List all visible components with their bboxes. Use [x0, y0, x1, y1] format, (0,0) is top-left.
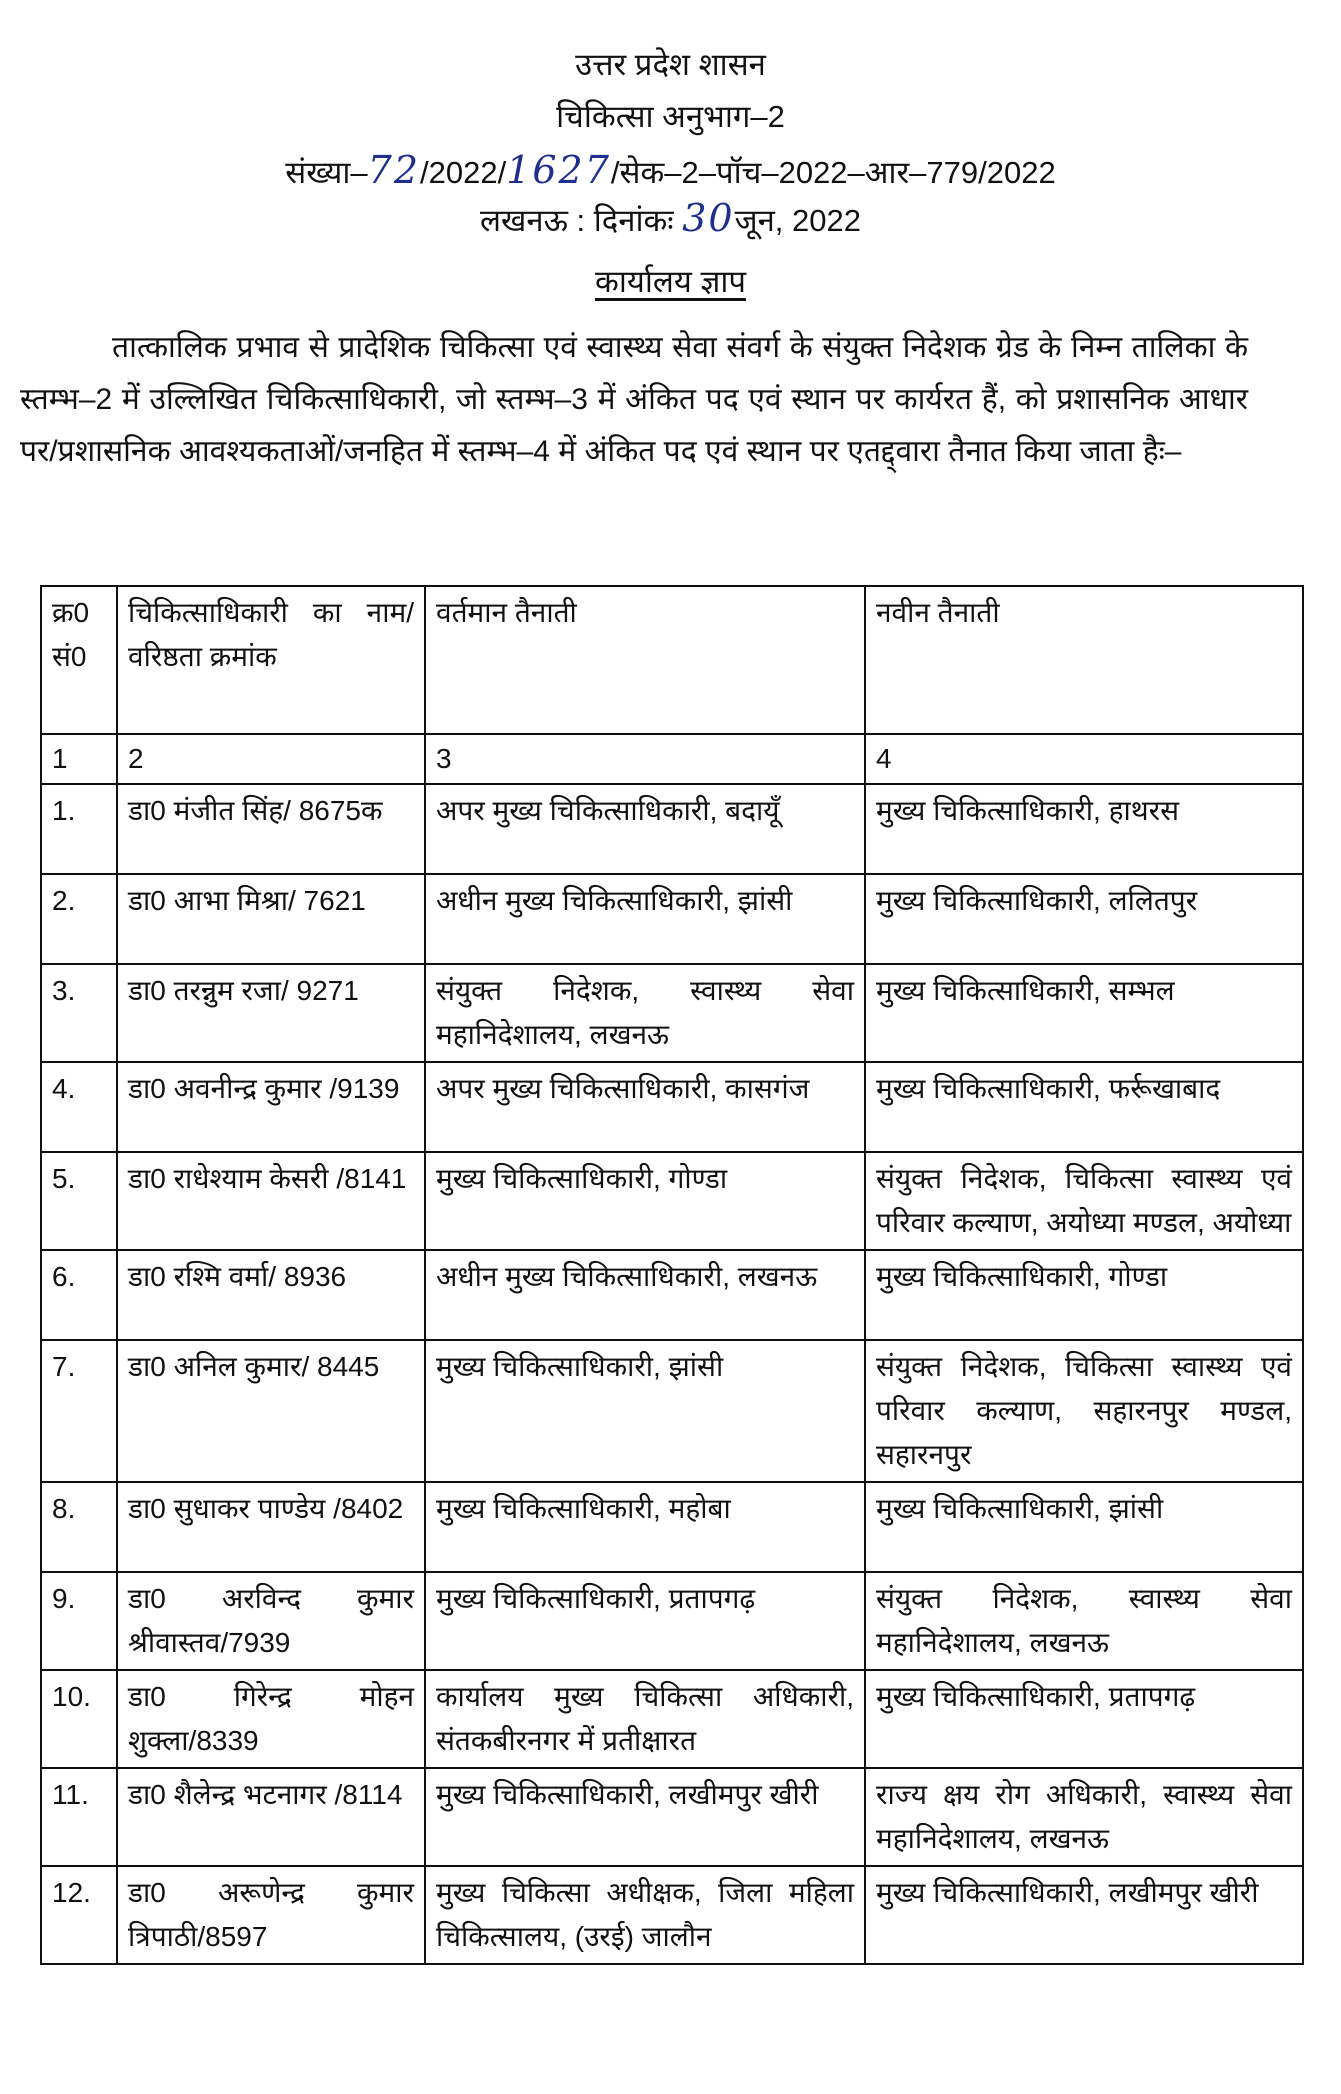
new-posting-cell: मुख्य चिकित्साधिकारी, प्रतापगढ़ [865, 1670, 1303, 1768]
ref-suffix: /सेक–2–पॉच–2022–आर–779/2022 [610, 155, 1056, 190]
date-suffix: जून, 2022 [734, 203, 861, 238]
serial-cell: 2. [41, 874, 117, 964]
serial-cell: 6. [41, 1250, 117, 1340]
current-posting-cell: मुख्य चिकित्साधिकारी, लखीमपुर खीरी [425, 1768, 865, 1866]
handwritten-ref-1: 72 [367, 148, 420, 192]
serial-cell: 3. [41, 964, 117, 1062]
memo-title-wrap [0, 260, 1341, 302]
handwritten-ref-2: 1627 [506, 148, 611, 192]
table-row [41, 874, 1303, 964]
serial-cell: 5. [41, 1152, 117, 1250]
header-officer-name: चिकित्साधिकारी का नाम/वरिष्ठता क्रमांक [117, 586, 425, 734]
officer-name-cell: डा0 तरन्नुम रजा/ 9271 [117, 964, 425, 1062]
officer-name-cell: डा0 सुधाकर पाण्डेय /8402 [117, 1482, 425, 1572]
department-section: चिकित्सा अनुभाग–2 [556, 99, 785, 134]
new-posting-cell: मुख्य चिकित्साधिकारी, फर्रूखाबाद [865, 1062, 1303, 1152]
officer-name-cell: डा0 रश्मि वर्मा/ 8936 [117, 1250, 425, 1340]
table-row [41, 1670, 1303, 1768]
officer-name-cell: डा0 मंजीत सिंह/ 8675क [117, 784, 425, 874]
handwritten-date-day: 30 [682, 196, 735, 240]
officer-name-cell: डा0 अरूणेन्द्र कुमार त्रिपाठी/8597 [117, 1866, 425, 1964]
column-number: 1 [41, 734, 117, 784]
current-posting-cell: मुख्य चिकित्साधिकारी, झांसी [425, 1340, 865, 1482]
serial-cell: 12. [41, 1866, 117, 1964]
serial-cell: 7. [41, 1340, 117, 1482]
officer-name-cell: डा0 आभा मिश्रा/ 7621 [117, 874, 425, 964]
serial-cell: 4. [41, 1062, 117, 1152]
new-posting-cell: मुख्य चिकित्साधिकारी, लखीमपुर खीरी [865, 1866, 1303, 1964]
current-posting-cell: कार्यालय मुख्य चिकित्सा अधिकारी, संतकबीरनगर में प्रतीक्षारत [425, 1670, 865, 1768]
table-header-row [41, 586, 1303, 734]
table-row [41, 1062, 1303, 1152]
officer-name-cell: डा0 राधेश्याम केसरी /8141 [117, 1152, 425, 1250]
current-posting-cell: मुख्य चिकित्सा अधीक्षक, जिला महिला चिकित्सालय, (उरई) जालौन [425, 1866, 865, 1964]
officer-name-cell: डा0 अरविन्द कुमार श्रीवास्तव/7939 [117, 1572, 425, 1670]
header-current-posting: वर्तमान तैनाती [425, 586, 865, 734]
government-name: उत्तर प्रदेश शासन [575, 47, 766, 82]
table-row [41, 1250, 1303, 1340]
date-prefix: लखनऊ : दिनांकः [480, 203, 674, 238]
column-number: 3 [425, 734, 865, 784]
officer-name-cell: डा0 गिरेन्द्र मोहन शुक्ला/8339 [117, 1670, 425, 1768]
table-row [41, 1340, 1303, 1482]
new-posting-cell: मुख्य चिकित्साधिकारी, झांसी [865, 1482, 1303, 1572]
table-row [41, 1572, 1303, 1670]
new-posting-cell: मुख्य चिकित्साधिकारी, गोण्डा [865, 1250, 1303, 1340]
officer-name-cell: डा0 अवनीन्द्र कुमार /9139 [117, 1062, 425, 1152]
place-date [0, 196, 1341, 242]
new-posting-cell: संयुक्त निदेशक, चिकित्सा स्वास्थ्य एवं परिवार कल्याण, सहारनपुर मण्डल, सहारनपुर [865, 1340, 1303, 1482]
table-row [41, 784, 1303, 874]
current-posting-cell: अधीन मुख्य चिकित्साधिकारी, लखनऊ [425, 1250, 865, 1340]
new-posting-cell: मुख्य चिकित्साधिकारी, ललितपुर [865, 874, 1303, 964]
memo-title: कार्यालय ज्ञाप [595, 264, 746, 299]
column-number-row [41, 734, 1303, 784]
ref-prefix: संख्या– [285, 155, 368, 190]
reference-number [0, 148, 1341, 194]
table-row [41, 1768, 1303, 1866]
officer-name-cell: डा0 शैलेन्द्र भटनागर /8114 [117, 1768, 425, 1866]
officer-name-cell: डा0 अनिल कुमार/ 8445 [117, 1340, 425, 1482]
table-row [41, 1866, 1303, 1964]
current-posting-cell: मुख्य चिकित्साधिकारी, प्रतापगढ़ [425, 1572, 865, 1670]
serial-cell: 1. [41, 784, 117, 874]
current-posting-cell: अपर मुख्य चिकित्साधिकारी, बदायूँ [425, 784, 865, 874]
ref-mid: /2022/ [420, 155, 507, 190]
new-posting-cell: मुख्य चिकित्साधिकारी, सम्भल [865, 964, 1303, 1062]
serial-cell: 8. [41, 1482, 117, 1572]
new-posting-cell: संयुक्त निदेशक, चिकित्सा स्वास्थ्य एवं परिवार कल्याण, अयोध्या मण्डल, अयोध्या [865, 1152, 1303, 1250]
current-posting-cell: संयुक्त निदेशक, स्वास्थ्य सेवा महानिदेशालय, लखनऊ [425, 964, 865, 1062]
table-row [41, 964, 1303, 1062]
table-row [41, 1482, 1303, 1572]
posting-table [40, 585, 1304, 1965]
column-number: 2 [117, 734, 425, 784]
header-serial: क्र0 सं0 [41, 586, 117, 734]
new-posting-cell: राज्य क्षय रोग अधिकारी, स्वास्थ्य सेवा महानिदेशालय, लखनऊ [865, 1768, 1303, 1866]
header-new-posting: नवीन तैनाती [865, 586, 1303, 734]
current-posting-cell: मुख्य चिकित्साधिकारी, गोण्डा [425, 1152, 865, 1250]
new-posting-cell: मुख्य चिकित्साधिकारी, हाथरस [865, 784, 1303, 874]
serial-cell: 9. [41, 1572, 117, 1670]
serial-cell: 11. [41, 1768, 117, 1866]
current-posting-cell: मुख्य चिकित्साधिकारी, महोबा [425, 1482, 865, 1572]
table-row [41, 1152, 1303, 1250]
serial-cell: 10. [41, 1670, 117, 1768]
current-posting-cell: अधीन मुख्य चिकित्साधिकारी, झांसी [425, 874, 865, 964]
column-number: 4 [865, 734, 1303, 784]
current-posting-cell: अपर मुख्य चिकित्साधिकारी, कासगंज [425, 1062, 865, 1152]
memo-paragraph: तात्कालिक प्रभाव से प्रादेशिक चिकित्सा एवं स्वास्थ्य सेवा संवर्ग के संयुक्त निदेशक ग्रेड के निम्न तालिका के स्तम्भ–2 में उल्लिखित चिकित्साधिकारी, जो स्तम्भ–3 में अंकित पद एवं स्थान पर कार्यरत हैं, को प्रशासनिक आधार पर/प्रशासनिक आवश्यकताओं/जनहित में स्तम्भ–4 में अंकित पद एवं स्थान पर एतद्द्वारा तैनात किया जाता हैः– [20, 331, 1248, 468]
new-posting-cell: संयुक्त निदेशक, स्वास्थ्य सेवा महानिदेशालय, लखनऊ [865, 1572, 1303, 1670]
